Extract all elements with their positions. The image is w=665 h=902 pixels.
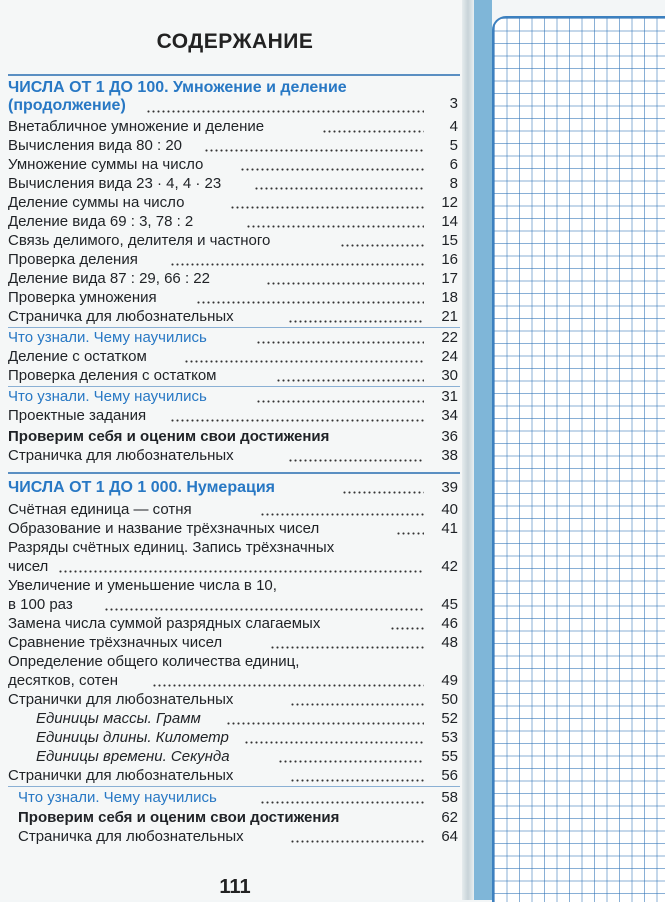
entry-page: 18 (441, 289, 458, 306)
entry-page: 62 (441, 809, 458, 826)
graph-paper-panel (492, 16, 665, 902)
section-divider (8, 472, 460, 474)
leader-dots (170, 263, 424, 266)
entry-title: Единицы длины. Километр (36, 729, 229, 746)
leader-dots (204, 149, 424, 152)
toc-entry (0, 308, 470, 328)
entry-title: Странички для любознательных (8, 767, 234, 784)
toc-entry (0, 634, 470, 654)
toc-entry (0, 789, 470, 809)
entry-page: 42 (441, 558, 458, 575)
leader-dots (256, 400, 424, 403)
entry-page: 52 (441, 710, 458, 727)
entry-page: 16 (441, 251, 458, 268)
entry-page: 24 (441, 348, 458, 365)
section-divider (8, 74, 460, 76)
toc-entry (0, 447, 470, 467)
leader-dots (322, 130, 424, 133)
toc-entry (0, 407, 470, 427)
toc-entry (0, 348, 470, 368)
leader-dots (244, 741, 424, 744)
entry-title: Деление суммы на число (8, 194, 185, 211)
entry-title: Увеличение и уменьшение числа в 10, (8, 577, 277, 594)
leader-dots (290, 840, 424, 843)
grid-edge (474, 0, 492, 900)
leader-dots (240, 168, 424, 171)
entry-page: 49 (441, 672, 458, 689)
divider (8, 786, 460, 787)
entry-page: 15 (441, 232, 458, 249)
toc-entry (0, 828, 470, 848)
toc-entry (0, 213, 470, 233)
toc-entry (0, 232, 470, 252)
section-heading: ЧИСЛА ОТ 1 ДО 100. Умножение и деление (8, 79, 347, 96)
toc-entry (0, 809, 470, 829)
entry-page: 21 (441, 308, 458, 325)
entry-page: 41 (441, 520, 458, 537)
leader-dots (254, 187, 424, 190)
leader-dots (290, 779, 424, 782)
entry-title: Образование и название трёхзначных чисел (8, 520, 320, 537)
entry-title: Единицы массы. Грамм (36, 710, 201, 727)
toc-entry (0, 251, 470, 271)
entry-title: Проверим себя и оценим свои достижения (8, 428, 330, 445)
entry-title: Внетабличное умножение и деление (8, 118, 265, 135)
entry-title: Связь делимого, делителя и частного (8, 232, 271, 249)
entry-title: Что узнали. Чему научились (18, 789, 217, 806)
toc-entry (0, 672, 470, 692)
entry-title: Проверка умножения (8, 289, 157, 306)
divider (8, 327, 460, 328)
entry-page: 14 (441, 213, 458, 230)
toc-entry (0, 520, 470, 540)
leader-dots (342, 491, 424, 494)
entry-title: Определение общего количества единиц, (8, 653, 300, 670)
entry-page: 36 (441, 428, 458, 445)
leader-dots (288, 459, 424, 462)
leader-dots (260, 513, 424, 516)
leader-dots (230, 206, 424, 209)
entry-title: Страничка для любознательных (18, 828, 244, 845)
toc-entry (0, 767, 470, 787)
toc-entry (0, 194, 470, 214)
entry-title: Что узнали. Чему научились (8, 329, 207, 346)
leader-dots (276, 379, 424, 382)
entry-page: 40 (441, 501, 458, 518)
divider (8, 386, 460, 387)
leader-dots (266, 282, 424, 285)
leader-dots (196, 301, 424, 304)
entry-page: 45 (441, 596, 458, 613)
entry-title: Проверка деления с остатком (8, 367, 217, 384)
entry-title: Деление вида 69 : 3, 78 : 2 (8, 213, 194, 230)
section-heading: ЧИСЛА ОТ 1 ДО 1 000. Нумерация (8, 479, 276, 496)
entry-page: 64 (441, 828, 458, 845)
leader-dots (290, 703, 424, 706)
toc-entry (0, 558, 470, 578)
toc-entry (0, 428, 470, 448)
entry-title: в 100 раз (8, 596, 73, 613)
entry-page: 5 (449, 137, 458, 154)
entry-page: 4 (449, 118, 458, 135)
entry-title: Разряды счётных единиц. Запись трёхзначных (8, 539, 335, 556)
toc-entry (0, 501, 470, 521)
entry-title: десятков, сотен (8, 672, 118, 689)
entry-page: 53 (441, 729, 458, 746)
entry-title: Замена числа суммой разрядных слагаемых (8, 615, 321, 632)
leader-dots (278, 760, 424, 763)
entry-page: 58 (441, 789, 458, 806)
entry-page: 55 (441, 748, 458, 765)
entry-page: 22 (441, 329, 458, 346)
leader-dots (340, 244, 424, 247)
leader-dots (256, 341, 424, 344)
toc-entry (0, 156, 470, 176)
entry-title: Счётная единица — сотня (8, 501, 192, 518)
entry-title: Сравнение трёхзначных чисел (8, 634, 223, 651)
toc-entry (0, 289, 470, 309)
entry-page: 6 (449, 156, 458, 173)
entry-title: чисел (8, 558, 49, 575)
entry-title: Вычисления вида 23 · 4, 4 · 23 (8, 175, 222, 192)
entry-title: Проверим себя и оценим свои достижения (18, 809, 340, 826)
entry-title: Деление вида 87 : 29, 66 : 22 (8, 270, 210, 287)
leader-dots (246, 225, 424, 228)
entry-page: 31 (441, 388, 458, 405)
toc-entry (0, 388, 470, 408)
entry-title: Проверка деления (8, 251, 138, 268)
toc-entry (0, 748, 470, 768)
entry-title: Умножение суммы на число (8, 156, 204, 173)
entry-page: 50 (441, 691, 458, 708)
entry-title: Вычисления вида 80 : 20 (8, 137, 183, 154)
leader-dots (260, 801, 424, 804)
entry-page: 34 (441, 407, 458, 424)
entry-page: 38 (441, 447, 458, 464)
leader-dots (104, 608, 424, 611)
section-heading-continued: (продолжение) (8, 97, 126, 114)
entry-title: Что узнали. Чему научились (8, 388, 207, 405)
toc-entry (0, 710, 470, 730)
toc-entry (0, 539, 470, 559)
leader-dots (288, 320, 424, 323)
entry-page: 8 (449, 175, 458, 192)
toc-entry (0, 691, 470, 711)
entry-title: Деление с остатком (8, 348, 147, 365)
toc-entry (0, 367, 470, 387)
leader-dots (152, 684, 424, 687)
leader-dots (170, 419, 424, 422)
page-number: 111 (219, 876, 251, 898)
leader-dots (58, 570, 424, 573)
toc-entry (0, 596, 470, 616)
entry-title: Единицы времени. Секунда (36, 748, 230, 765)
section-page: 3 (449, 95, 458, 112)
section-heading-row (0, 479, 470, 499)
section-page: 39 (441, 479, 458, 496)
toc-entry (0, 175, 470, 195)
toc-entry (0, 577, 470, 597)
leader-dots (270, 646, 424, 649)
entry-page: 30 (441, 367, 458, 384)
entry-title: Проектные задания (8, 407, 147, 424)
page-title: СОДЕРЖАНИЕ (156, 30, 314, 53)
leader-dots (226, 722, 424, 725)
entry-page: 48 (441, 634, 458, 651)
entry-title: Странички для любознательных (8, 691, 234, 708)
toc-entry (0, 270, 470, 290)
toc-entry (0, 118, 470, 138)
entry-page: 12 (441, 194, 458, 211)
entry-title: Страничка для любознательных (8, 447, 234, 464)
toc-entry (0, 329, 470, 349)
entry-page: 56 (441, 767, 458, 784)
leader-dots (184, 360, 424, 363)
entry-title: Страничка для любознательных (8, 308, 234, 325)
entry-page: 17 (441, 270, 458, 287)
leader-dots (146, 110, 424, 113)
toc-entry (0, 653, 470, 673)
entry-page: 46 (441, 615, 458, 632)
toc-entry (0, 137, 470, 157)
toc-entry (0, 729, 470, 749)
toc-entry (0, 615, 470, 635)
